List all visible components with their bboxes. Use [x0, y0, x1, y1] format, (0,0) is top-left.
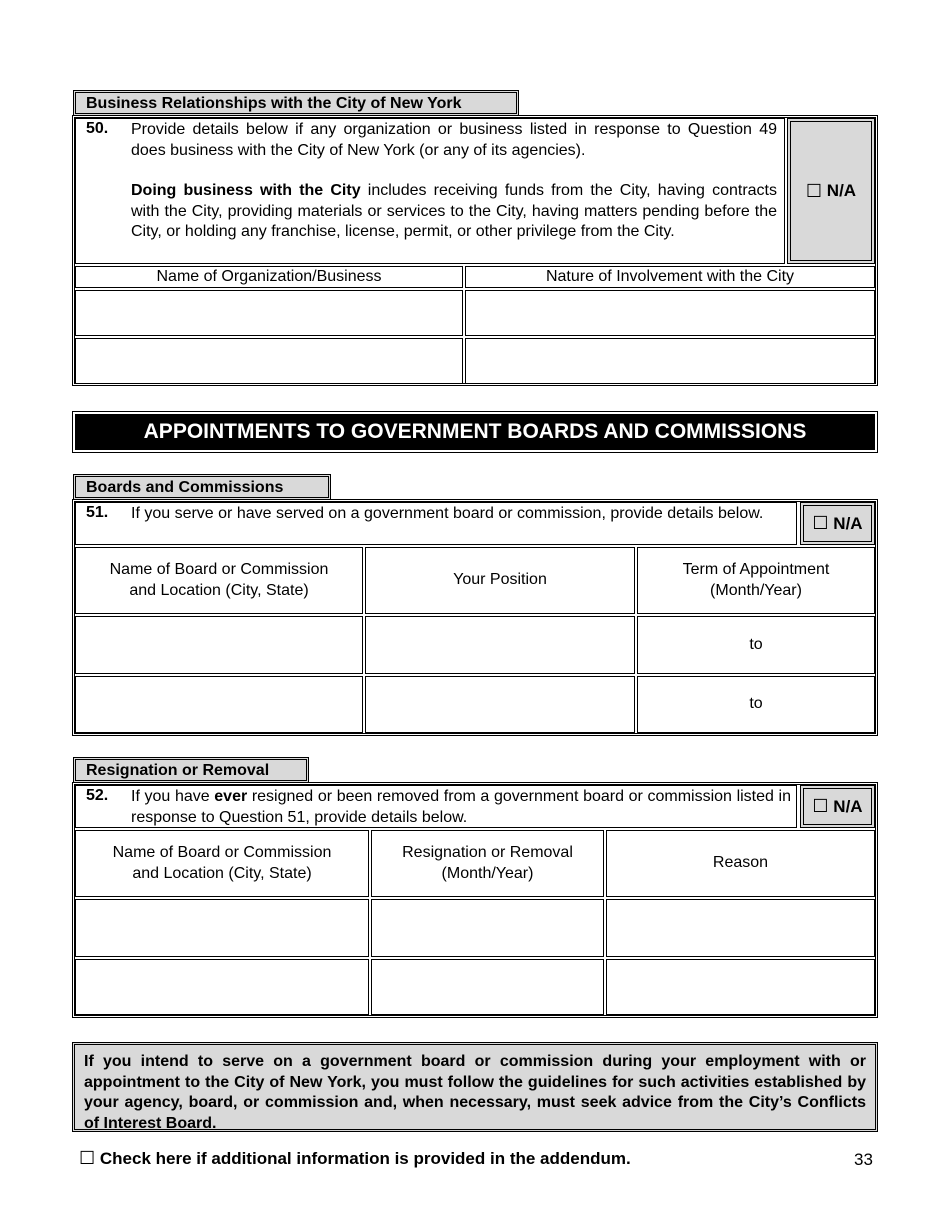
- page-number: 33: [854, 1150, 873, 1169]
- addendum-checkbox[interactable]: ☐ Check here if additional information is provided in the addendum.: [79, 1148, 631, 1168]
- na-checkbox-51[interactable]: ☐ N/A: [800, 502, 875, 545]
- resignation-date-field[interactable]: [371, 899, 604, 957]
- checkbox-icon: ☐: [812, 513, 829, 533]
- question-52-text: If you have ever resigned or been removed from a government board or commission listed in response to Question 51, provide details below.: [131, 788, 792, 826]
- board-name-field[interactable]: [75, 616, 363, 674]
- section-tab-boards: Boards and Commissions: [73, 474, 331, 500]
- checkbox-icon: ☐: [79, 1148, 96, 1168]
- question-number: 52.: [86, 787, 109, 804]
- section-banner: APPOINTMENTS TO GOVERNMENT BOARDS AND COMMISSIONS: [75, 414, 875, 450]
- boards-commissions-table: [72, 499, 878, 736]
- checkbox-icon: ☐: [805, 180, 823, 201]
- position-field[interactable]: [365, 676, 635, 733]
- column-header-reason: Reason: [606, 830, 875, 897]
- question-51-row: [75, 502, 797, 545]
- reason-field[interactable]: [606, 959, 875, 1015]
- organization-field[interactable]: [75, 338, 463, 384]
- na-checkbox-50[interactable]: ☐ N/A: [787, 118, 875, 264]
- board-name-field[interactable]: [75, 959, 369, 1015]
- question-52-row: [75, 785, 797, 828]
- involvement-field[interactable]: [465, 338, 875, 384]
- question-51-text: If you serve or have served on a government board or commission, provide details below.: [131, 505, 764, 522]
- column-header-board-name: Name of Board or Commission and Location (City, State): [75, 830, 369, 897]
- resignation-removal-table: [72, 782, 878, 1018]
- organization-field[interactable]: [75, 290, 463, 336]
- column-header-resignation-date: Resignation or Removal (Month/Year): [371, 830, 604, 897]
- column-header-involvement: Nature of Involvement with the City: [465, 266, 875, 288]
- section-tab-resignation: Resignation or Removal: [73, 757, 309, 783]
- checkbox-icon: ☐: [812, 796, 829, 816]
- term-field[interactable]: to: [637, 676, 875, 733]
- involvement-field[interactable]: [465, 290, 875, 336]
- conflicts-notice: If you intend to serve on a government board or commission during your employment with or appointment to the City of New York, you must follow the guidelines for such activities established by your agency, board, or commission and, when necessary, must seek advice from the City’s Conflicts of Interest Board.: [72, 1042, 878, 1132]
- question-50-row: [75, 118, 785, 264]
- column-header-organization: Name of Organization/Business: [75, 266, 463, 288]
- board-name-field[interactable]: [75, 899, 369, 957]
- question-number: 50.: [86, 120, 109, 137]
- question-50-text: Provide details below if any organization or business listed in response to Question 49 does business with the City of New York (or any of its agencies). Doing business with the City includes receiving funds from the City, having contracts with the City, providing materials or services to the City, having matters pending before the City, or holding any franchise, license, permit, or other privilege from the City.: [131, 121, 777, 240]
- term-field[interactable]: to: [637, 616, 875, 674]
- business-relationships-table: [72, 115, 878, 386]
- position-field[interactable]: [365, 616, 635, 674]
- column-header-board-name: Name of Board or Commission and Location (City, State): [75, 547, 363, 614]
- board-name-field[interactable]: [75, 676, 363, 733]
- reason-field[interactable]: [606, 899, 875, 957]
- na-checkbox-52[interactable]: ☐ N/A: [800, 785, 875, 828]
- resignation-date-field[interactable]: [371, 959, 604, 1015]
- question-number: 51.: [86, 504, 109, 521]
- column-header-position: Your Position: [365, 547, 635, 614]
- section-tab-business: Business Relationships with the City of New York: [73, 90, 519, 116]
- column-header-term: Term of Appointment (Month/Year): [637, 547, 875, 614]
